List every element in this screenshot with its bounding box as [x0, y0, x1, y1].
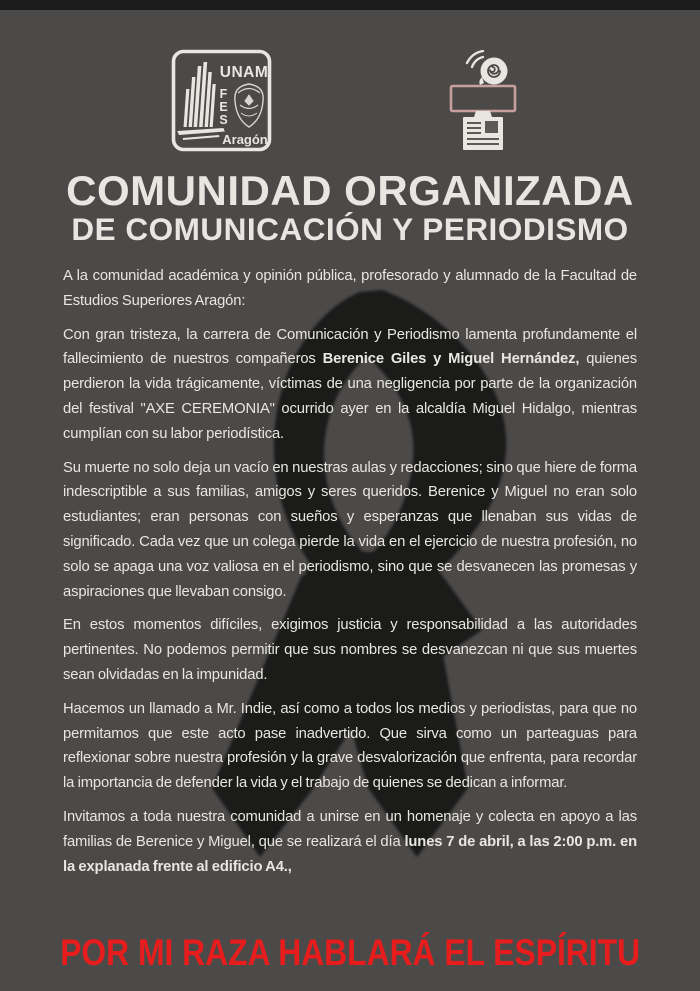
unam-motto-text: POR MI RAZA HABLARÁ EL ESPÍRITU: [60, 932, 640, 973]
title-line-1: COMUNIDAD ORGANIZADA: [66, 167, 634, 214]
snail-shell-icon: [479, 58, 507, 86]
paragraph-bold-segment: lunes 7 de abril, a las 2:00 p.m. en la explanada frente al edificio A4.,: [63, 833, 638, 875]
paragraph-segment: quienes perdieron la vida trágicamente, víctimas de una negligencia por parte de la organización del festival "AXE CEREMONIA" ocurrido ayer en la alcaldía Miguel Hidalgo, mientras cumplían con su labor periodística.: [63, 351, 637, 442]
unam-fes-aragon-logo: [171, 49, 272, 152]
paragraph: [63, 323, 637, 447]
paragraph: [63, 456, 637, 605]
body-paragraphs: [63, 264, 637, 888]
communication-journalism-logo: [448, 50, 524, 152]
monitor-stand: [474, 111, 492, 117]
paragraph-segment: Hacemos un llamado a Mr. Indie, así como a todos los medios y periodistas, para que no permitamos que este acto pase inadvertido. Que sirva como un parteaguas para reflexionar sobre nuestra profesión y la grave desvalorización que enfrenta, para recordar la importancia de defender la vida y el trabajo de quienes se dedican a informar.: [63, 700, 637, 792]
paragraph: [63, 613, 637, 687]
unam-motto: [0, 933, 700, 973]
title-line-2: DE COMUNICACIÓN Y PERIODISMO: [71, 211, 629, 247]
fes-letter-f: F: [219, 87, 228, 101]
paragraph: [63, 264, 637, 314]
paragraph-segment: En estos momentos difíciles, exigimos justicia y responsabilidad a las autoridades pertinentes. No podemos permitir que sus nombres se desvanezcan ni que sus muertes sean olvidadas en la impunidad.: [63, 617, 637, 683]
fes-letter-s: S: [219, 113, 228, 127]
paragraph-segment: A la comunidad académica y opinión pública, profesorado y alumnado de la Facultad de Estudios Superiores Aragón:: [63, 268, 637, 309]
signal-waves-icon: [467, 51, 483, 67]
paragraph: [63, 805, 637, 879]
paragraph: [63, 697, 637, 796]
page-title: [0, 168, 700, 246]
unam-wordmark: UNAM: [219, 64, 269, 81]
paragraph-bold-segment: Berenice Giles y Miguel Hernández,: [322, 351, 580, 368]
paragraph-segment: Invitamos a toda nuestra comunidad a unirse en un homenaje y colecta en apoyo a las familias de Berenice y Miguel, que se realizará el día: [63, 808, 637, 850]
newspaper-icon: [463, 117, 503, 150]
tv-monitor-icon: [451, 86, 515, 111]
unam-crest-icon: [235, 84, 263, 127]
paragraph-segment: Con gran tristeza, la carrera de Comunicación y Periodismo lamenta profundamente el fallecimiento de nuestros compañeros: [63, 326, 637, 368]
paragraph-segment: Su muerte no solo deja un vacío en nuestras aulas y redacciones; sino que hiere de forma indescriptible a sus familias, amigos y seres queridos. Berenice y Miguel no eran solo estudiantes; eran personas con sueños y esperanzas que llenaban sus vidas de significado. Cada vez que un colega pierde la vida en el ejercicio de nuestra profesión, no solo se apaga una voz valiosa en el periodismo, sino que se desvanecen las promesas y aspiraciones que llevaban consigo.: [63, 459, 637, 600]
aragon-wordmark: Aragón: [222, 132, 268, 147]
top-black-bar: [0, 0, 700, 10]
fes-letter-e: E: [219, 100, 228, 114]
